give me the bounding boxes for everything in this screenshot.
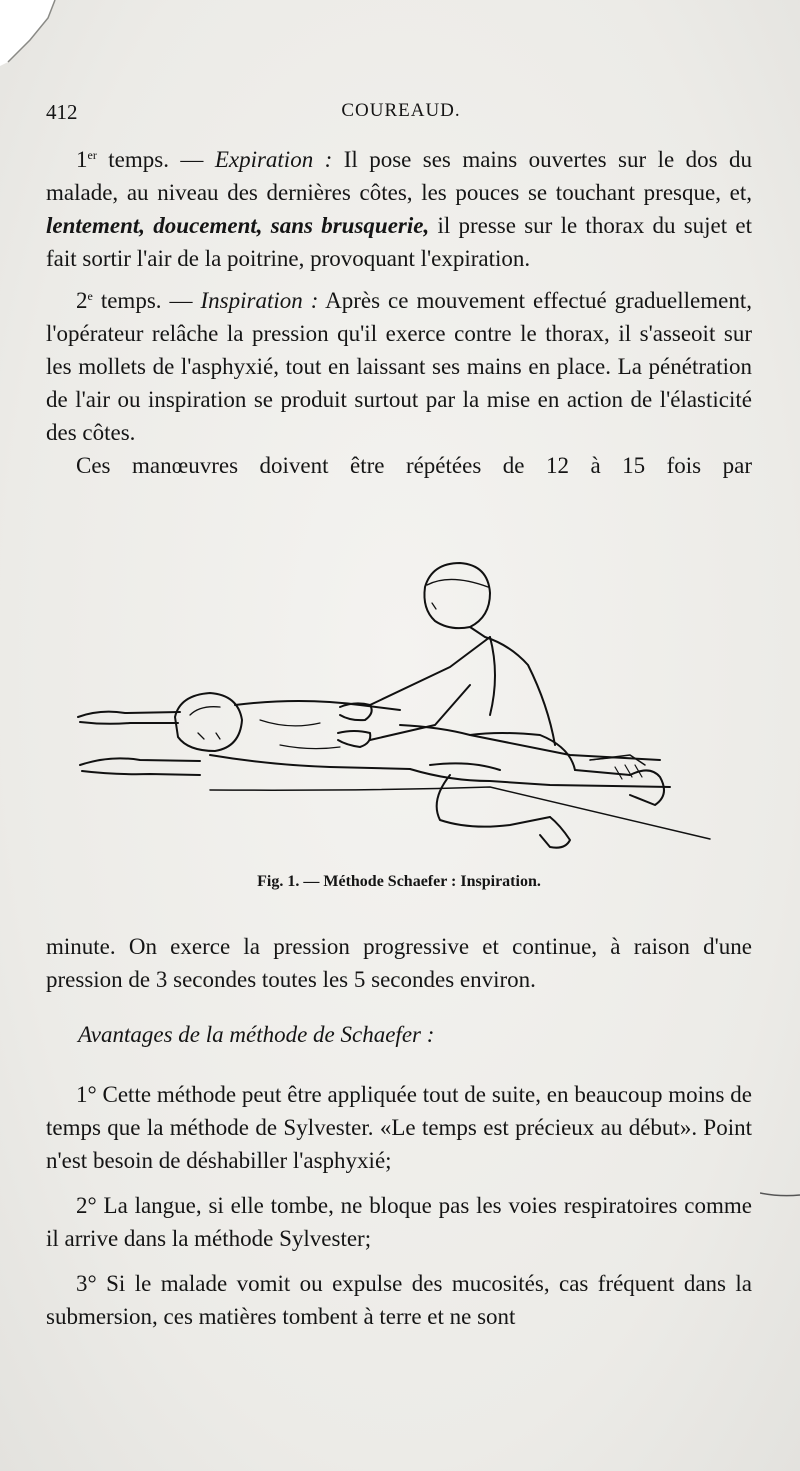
advantages-list [46, 1078, 752, 1333]
running-head: COUREAUD. [341, 100, 461, 121]
advantage-item: 2° La langue, si elle tombe, ne bloque pas les voies respiratoires comme il arrive dans la méthode Sylvester; [46, 1193, 752, 1251]
section-subheading: Avantages de la méthode de Schaefer : [78, 1022, 435, 1047]
paragraph-repetition-end: minute. On exerce la pression progressive et continue, à raison d'une pression de 3 secondes toutes les 5 secondes environ. [46, 934, 752, 992]
folded-corner [0, 0, 60, 70]
page-header [46, 100, 756, 130]
advantage-item: 3° Si le malade vomit ou expulse des mucosités, cas fréquent dans la submersion, ces matières tombent à terre et ne sont [46, 1271, 752, 1329]
paragraph-inspiration: 2e temps. — Inspiration : Après ce mouvement effectué graduellement, l'opérateur relâche la pression qu'il exerce contre le thorax, il s'asseoit sur les mollets de l'asphyxié, tout en laissant ses mains en place. La pénétration de l'air ou inspiration se produit surtout par la mise en action de l'élasticité des côtes. [46, 288, 752, 445]
paragraph-expiration: 1er temps. — Expiration : Il pose ses mains ouvertes sur le dos du malade, au niveau des dernières côtes, les pouces se touchant presque, et, lentement, doucement, sans brusquerie, il presse sur le thorax du sujet et fait sortir l'air de la poitrine, provoquant l'expiration. [46, 147, 752, 271]
advantage-item: 1° Cette méthode peut être appliquée tout de suite, en beaucoup moins de temps que la méthode de Sylvester. «Le temps est précieux au début». Point n'est besoin de déshabiller l'asphyxié; [46, 1082, 752, 1173]
page-number: 412 [46, 100, 78, 124]
text-block-top [46, 143, 752, 482]
paragraph-repetition-start: Ces manœuvres doivent être répétées de 12 à 15 fois par [76, 453, 752, 478]
scan-edge-mark [760, 1185, 800, 1205]
figure-caption: Fig. 1. — Méthode Schaefer : Inspiration. [257, 873, 541, 890]
schaefer-method-illustration [70, 555, 720, 855]
text-block-continuation [46, 930, 752, 996]
